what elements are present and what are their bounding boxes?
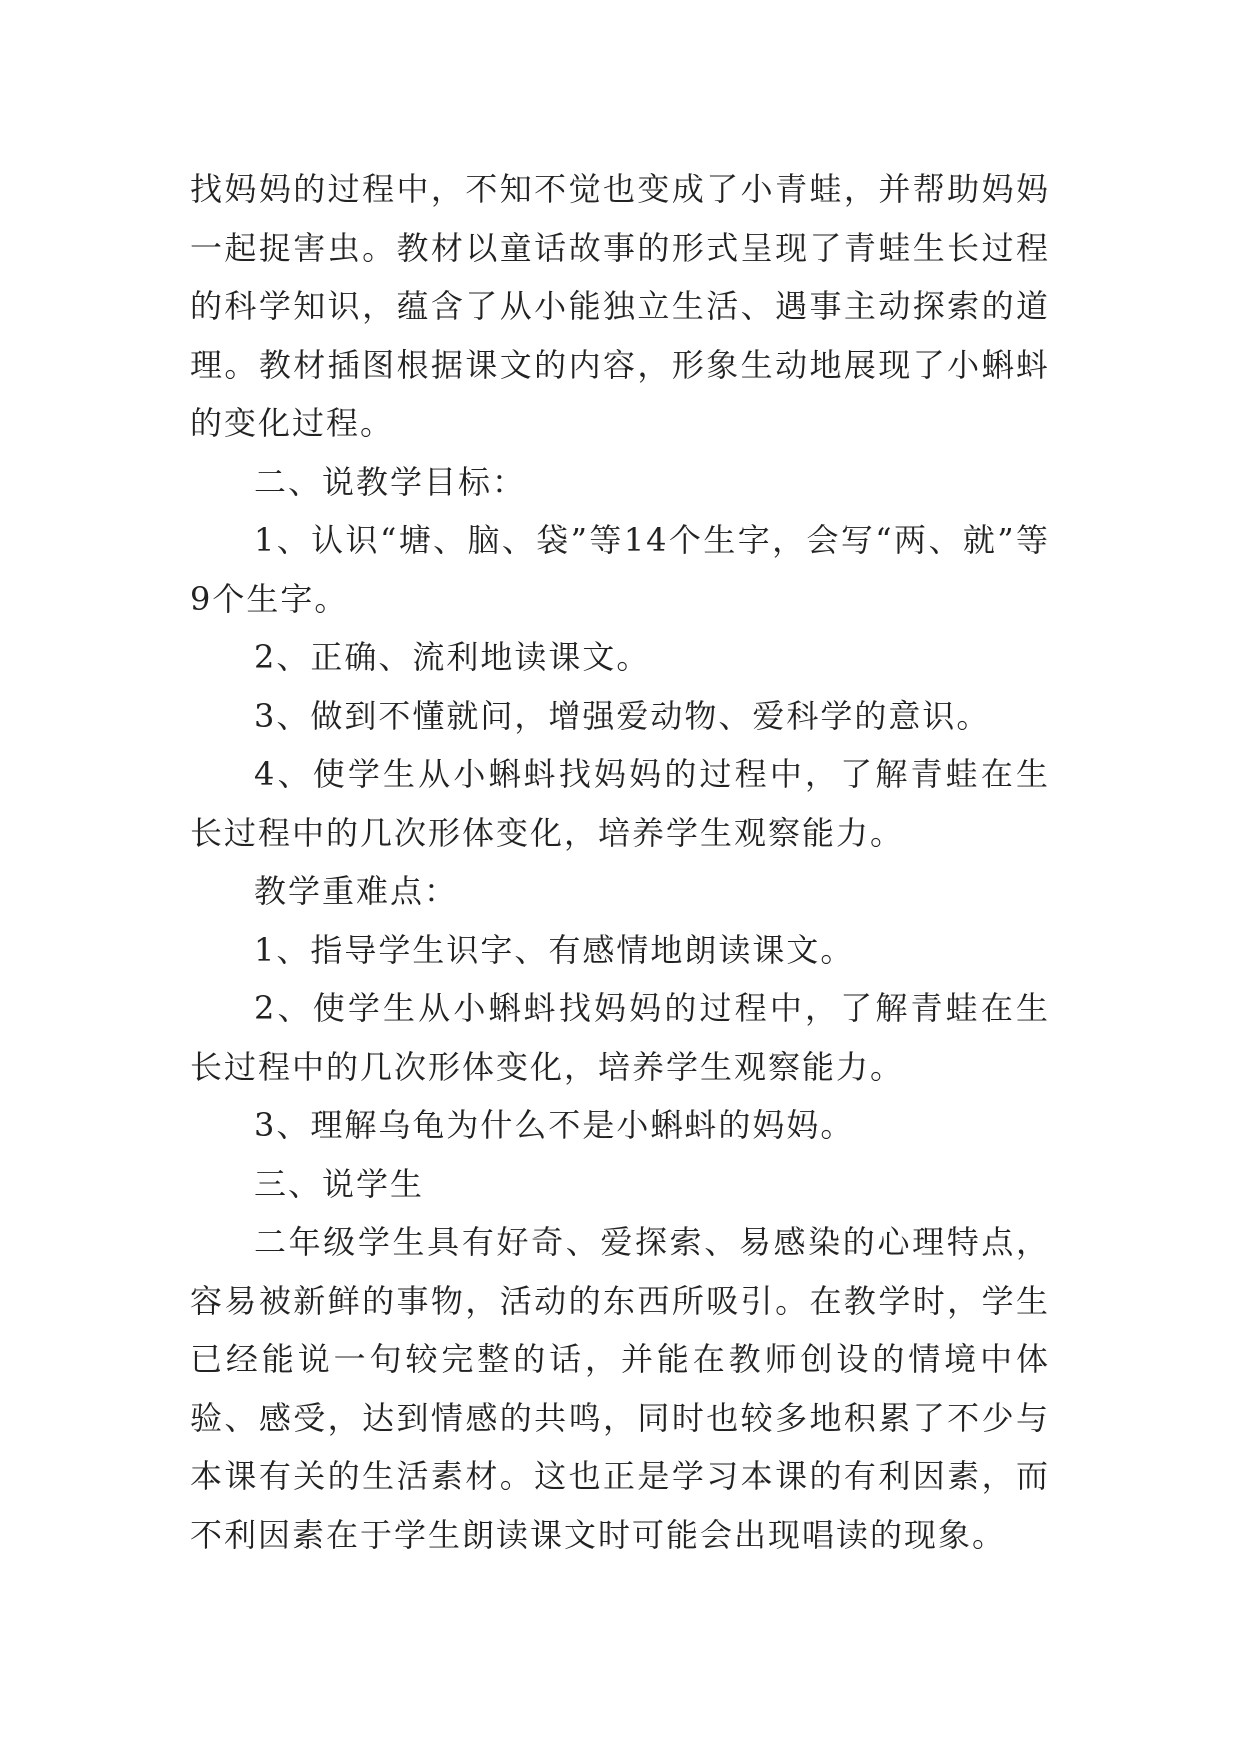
heading-students: 三、说学生 (254, 1164, 425, 1203)
goal-item-4: 4、使学生从小蝌蚪找妈妈的过程中，了解青蛙在生长过程中的几次形体变化，培养学生观察能力。 (190, 755, 1050, 852)
document-body (190, 160, 1050, 1564)
goal-item-3: 3、做到不懂就问，增强爱动物、爱科学的意识。 (254, 696, 991, 735)
paragraph-students: 二年级学生具有好奇、爱探索、易感染的心理特点，容易被新鲜的事物，活动的东西所吸引。在教学时，学生已经能说一句较完整的话，并能在教师创设的情境中体验、感受，达到情感的共鸣，同时也较多地积累了不少与本课有关的生活素材。这也正是学习本课的有利因素，而不利因素在于学生朗读课文时可能会出现唱读的现象。 (190, 1223, 1050, 1554)
paragraph-intro-continued: 找妈妈的过程中，不知不觉也变成了小青蛙，并帮助妈妈一起捉害虫。教材以童话故事的形式呈现了青蛙生长过程的科学知识，蕴含了从小能独立生活、遇事主动探索的道理。教材插图根据课文的内容，形象生动地展现了小蝌蚪的变化过程。 (190, 170, 1050, 442)
heading-teaching-goals: 二、说教学目标： (254, 462, 527, 501)
heading-key-points: 教学重难点： (254, 872, 459, 910)
key-point-item-1: 1、指导学生识字、有感情地朗读课文。 (254, 930, 855, 969)
goal-item-1: 1、认识“塘、脑、袋”等14个生字，会写“两、就”等9个生字。 (190, 521, 1050, 618)
goal-item-2: 2、正确、流利地读课文。 (254, 638, 651, 676)
key-point-item-2: 2、使学生从小蝌蚪找妈妈的过程中，了解青蛙在生长过程中的几次形体变化，培养学生观察能力。 (190, 989, 1050, 1086)
key-point-item-3: 3、理解乌龟为什么不是小蝌蚪的妈妈。 (254, 1106, 855, 1144)
